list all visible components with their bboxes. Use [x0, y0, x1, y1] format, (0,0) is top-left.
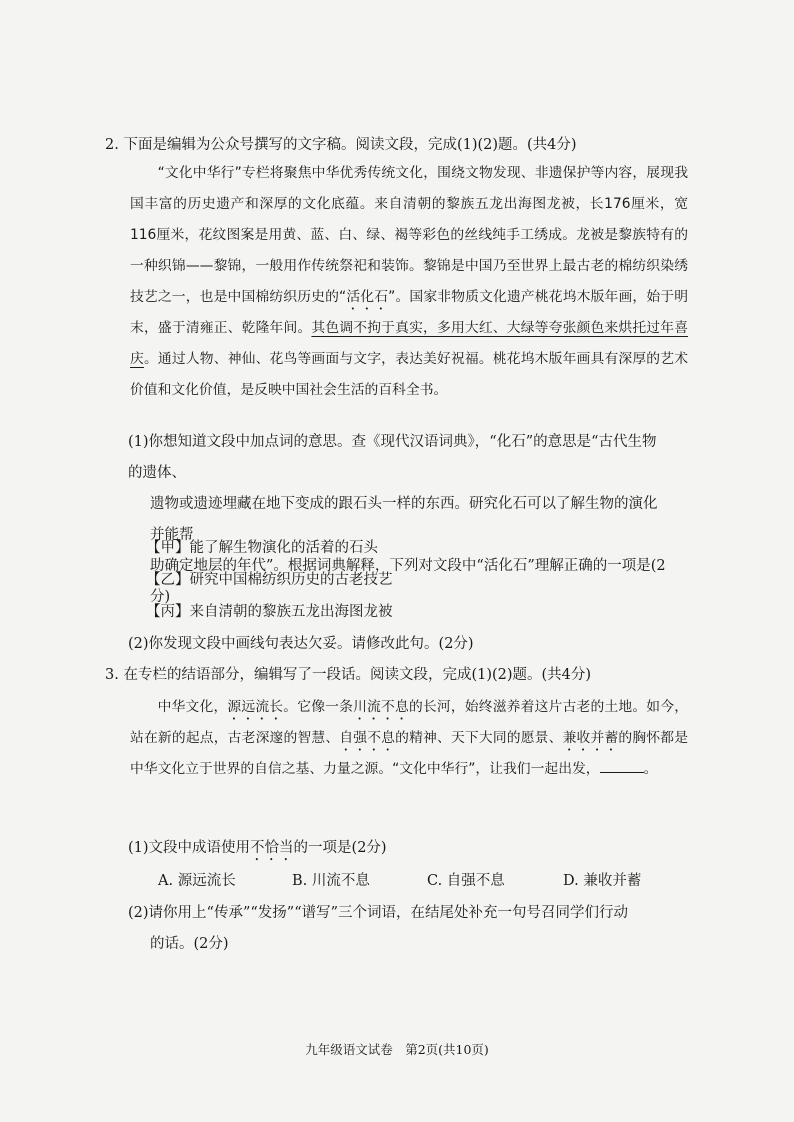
sub-question-text: (2)请你用上“传承”“发扬”“谱写”三个词语，在结尾处补充一句号召同学们行动: [128, 905, 629, 921]
choice-c: C. 自强不息: [427, 873, 505, 889]
option-bing: 【丙】来自清朝的黎族五龙出海图龙被: [146, 604, 393, 620]
question-3-sub-1: [128, 836, 387, 864]
choice-d: D. 兼收并蓄: [563, 873, 642, 889]
option-jia: 【甲】能了解生物演化的活着的石头: [146, 540, 378, 556]
question-2-passage: [130, 158, 688, 406]
question-3-passage: [130, 692, 688, 785]
passage-text: 。: [643, 761, 658, 777]
idiom-1: 源远流长: [227, 699, 284, 715]
question-3-sub-2: [128, 898, 668, 960]
sub-question-text: 助确定地层的年代”。根据词典解释，下列对文段中“活化石”理解正确的一项是(2分): [150, 558, 666, 605]
choice-b: B. 川流不息: [292, 873, 370, 889]
page-footer: 九年级语文试卷 第2页(共10页): [305, 1042, 489, 1057]
passage-text: 中华文化，: [157, 699, 228, 715]
passage-text: ”。国家非物质文化遗产桃花坞木版年画，始于明末，盛于清雍正、乾隆年间。: [130, 289, 688, 336]
passage-text: 的胸怀都是中华文化立于世界的自信之基、力量之源。“文化中华行”，让我们一起出发，: [130, 730, 689, 777]
question-2-heading: 2. 下面是编辑为公众号撰写的文字稿。阅读文段，完成(1)(2)题。(共4分): [105, 137, 577, 153]
passage-text: 的长河，始终滋养着这片古老的土地。如今，站在新的起点，古老深邃的智慧、: [130, 699, 689, 746]
passage-text: 的精神、天下大同的愿景、: [395, 730, 563, 746]
sub-question-text: 遗物或遗迹埋藏在地下变成的跟石头一样的东西。研究化石可以了解生物的演化并能帮: [150, 496, 658, 543]
idiom-3: 自强不息: [339, 730, 396, 746]
underlined-sentence: 其色调不拘于真实，多用大红、大绿等夸张颜色来烘托过年喜庆: [130, 320, 689, 367]
passage-text: 。它像一条: [283, 699, 354, 715]
option-yi: 【乙】研究中国棉纺织历史的古老技艺: [146, 572, 393, 588]
dotted-word-buqiadang: 不恰当: [250, 840, 294, 856]
sub-question-text: (1)你想知道文段中加点词的意思。查《现代汉语词典》，“化石”的意思是“古代生物的遗体、: [128, 434, 657, 481]
question-2-sub-2: (2)你发现文段中画线句表达欠妥。请修改此句。(2分): [128, 636, 474, 652]
sub-question-text: 的一项是(2分): [293, 840, 387, 856]
passage-text: “文化中华行”专栏将聚焦中华优秀传统文化，围绕文物发现、非遗保护等内容，展现我国丰富的历史遗产和深厚的文化底蕴。来自清朝的黎族五龙出海图龙被，长176厘米，宽116厘米，花纹图案是用黄、蓝、白、绿、褐等彩色的丝线纯手工绣成。龙被是黎族特有的一种织锦——黎锦，一般用作传统祭祀和装饰。黎锦是中国乃至世界上最古老的棉纺织染绣技艺之一，也是中国棉纺织历史的“: [130, 165, 688, 305]
sub-question-text: 的话。(2分): [150, 936, 229, 952]
idiom-4: 兼收并蓄: [562, 730, 619, 746]
question-3-heading: 3. 在专栏的结语部分，编辑写了一段话。阅读文段，完成(1)(2)题。(共4分): [105, 667, 592, 683]
dotted-word-huohuashi: 活化石: [346, 289, 389, 305]
choice-a: A. 源远流长: [158, 873, 236, 889]
answer-blank[interactable]: [600, 760, 644, 773]
sub-question-text: (1)文段中成语使用: [128, 840, 251, 856]
passage-text: 。通过人物、神仙、花鸟等画面与文字，表达美好祝福。桃花坞木版年画具有深厚的艺术价值和文化价值，是反映中国社会生活的百科全书。: [130, 351, 689, 398]
idiom-2: 川流不息: [353, 699, 409, 715]
